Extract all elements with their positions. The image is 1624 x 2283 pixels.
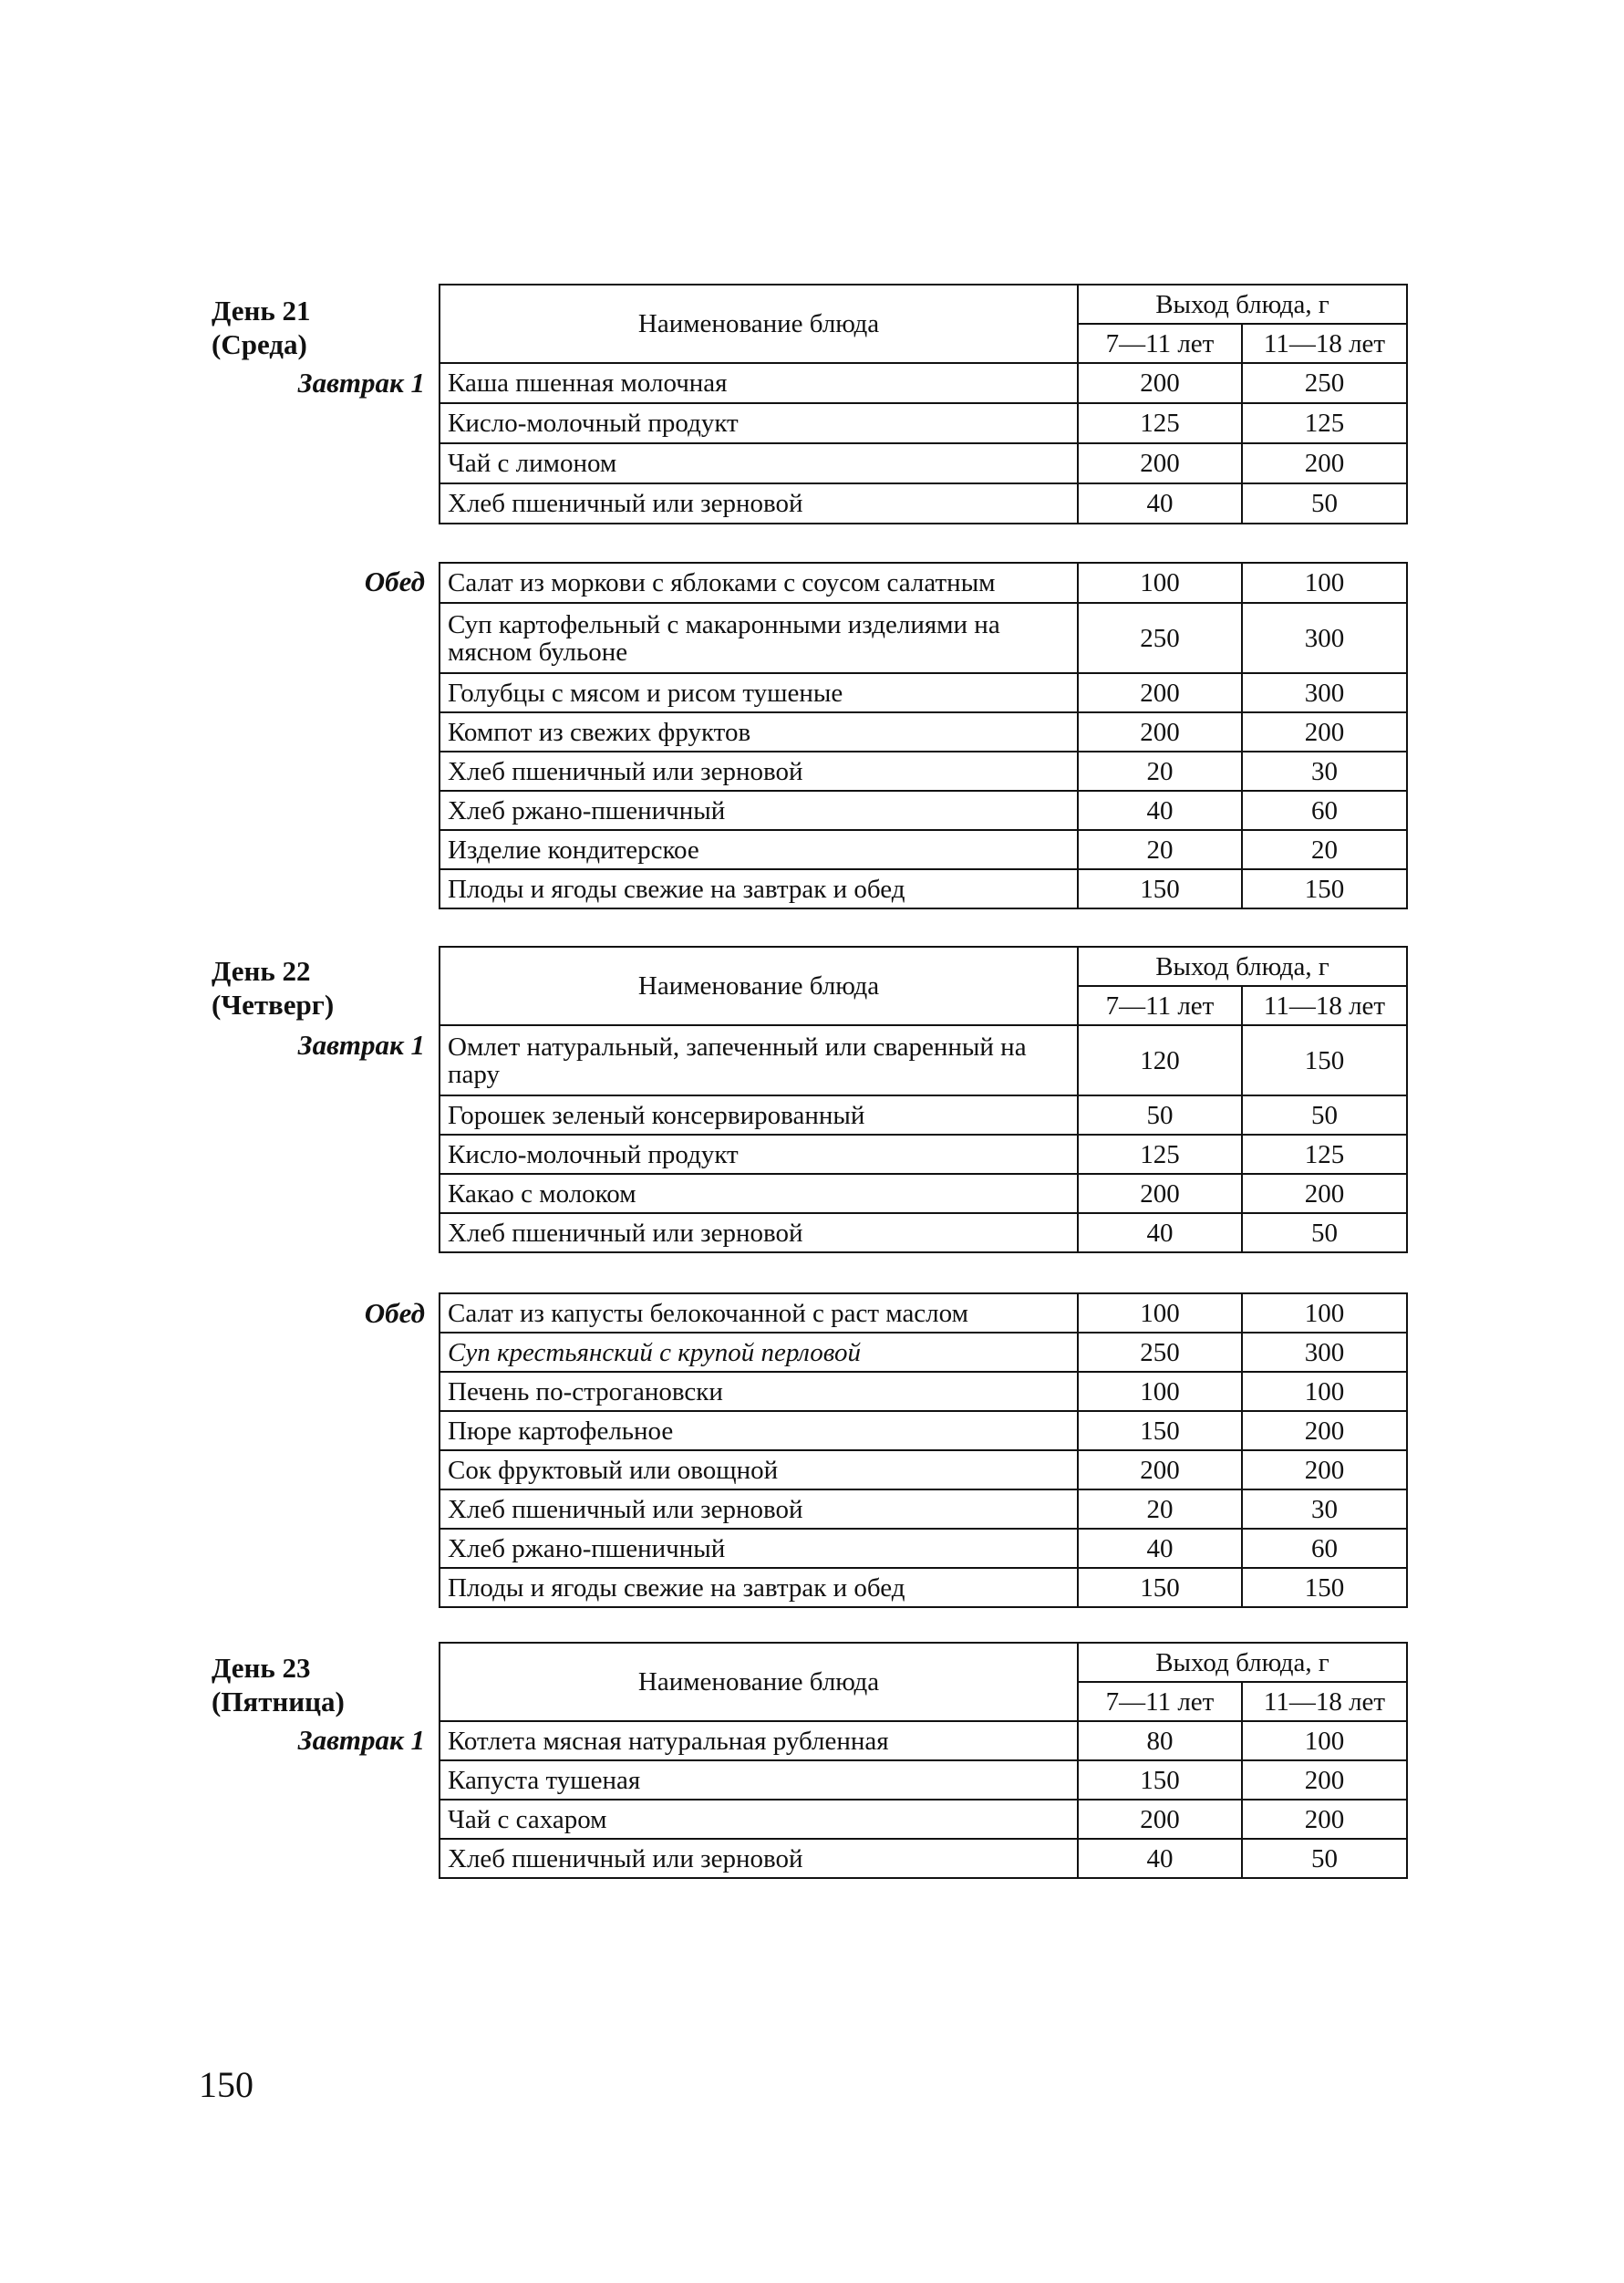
yield-7-11: 200 [1078,1800,1242,1839]
day-label [212,1651,345,1718]
yield-11-18: 100 [1242,1721,1407,1760]
weekday: (Среда) [212,328,307,360]
yield-11-18: 100 [1242,1293,1407,1333]
table-row [440,1760,1407,1800]
column-header-dish: Наименование блюда [440,947,1078,1025]
column-header-yield: Выход блюда, г [1078,285,1407,324]
yield-7-11: 200 [1078,1450,1242,1489]
table-row [440,1721,1407,1760]
table-row [440,1135,1407,1174]
yield-7-11: 150 [1078,1411,1242,1450]
table-row [440,1025,1407,1095]
menu-table-day21-breakfast [439,284,1408,524]
column-header-age-7-11: 7—11 лет [1078,1682,1242,1721]
table-row [440,830,1407,869]
yield-7-11: 40 [1078,791,1242,830]
dish-name: Салат из капусты белокочанной с раст маслом [440,1293,1078,1333]
yield-11-18: 100 [1242,563,1407,603]
meal-label-breakfast: Завтрак 1 [297,1029,425,1061]
column-header-dish: Наименование блюда [440,285,1078,363]
day-number: День 22 [212,955,311,987]
yield-11-18: 300 [1242,673,1407,712]
dish-name: Плоды и ягоды свежие на завтрак и обед [440,869,1078,908]
meal-label-lunch: Обед [364,566,425,597]
dish-name: Пюре картофельное [440,1411,1078,1450]
yield-7-11: 20 [1078,752,1242,791]
column-header-age-7-11: 7—11 лет [1078,986,1242,1025]
day-label [212,294,310,361]
dish-name: Плоды и ягоды свежие на завтрак и обед [440,1568,1078,1607]
dish-name: Суп крестьянский с крупой перловой [440,1333,1078,1372]
yield-11-18: 200 [1242,443,1407,483]
dish-name: Хлеб пшеничный или зерновой [440,752,1078,791]
yield-7-11: 20 [1078,830,1242,869]
menu-table-day22-lunch [439,1292,1408,1608]
table-row [440,1095,1407,1135]
yield-7-11: 40 [1078,1529,1242,1568]
table-row [440,1213,1407,1252]
yield-11-18: 125 [1242,403,1407,443]
yield-11-18: 50 [1242,1095,1407,1135]
yield-7-11: 125 [1078,403,1242,443]
yield-11-18: 200 [1242,712,1407,752]
yield-7-11: 100 [1078,1293,1242,1333]
weekday: (Четверг) [212,989,335,1021]
table-row [440,563,1407,603]
yield-11-18: 60 [1242,1529,1407,1568]
yield-11-18: 20 [1242,830,1407,869]
dish-name: Омлет натуральный, запеченный или сваренный на пару [440,1025,1078,1095]
day-number: День 23 [212,1652,311,1684]
yield-7-11: 50 [1078,1095,1242,1135]
table-row [440,603,1407,673]
dish-name: Компот из свежих фруктов [440,712,1078,752]
dish-name: Хлеб ржано-пшеничный [440,791,1078,830]
table-row [440,712,1407,752]
yield-7-11: 40 [1078,1839,1242,1878]
dish-name: Суп картофельный с макаронными изделиями на мясном бульоне [440,603,1078,673]
table-row [440,1450,1407,1489]
table-row [440,363,1407,403]
yield-7-11: 200 [1078,712,1242,752]
table-row [440,1411,1407,1450]
table-row [440,1529,1407,1568]
yield-7-11: 200 [1078,363,1242,403]
yield-7-11: 150 [1078,1760,1242,1800]
menu-table-day23-breakfast [439,1642,1408,1879]
table-row [440,483,1407,524]
dish-name: Чай с лимоном [440,443,1078,483]
yield-7-11: 150 [1078,1568,1242,1607]
table-row [440,869,1407,908]
yield-7-11: 250 [1078,1333,1242,1372]
yield-7-11: 200 [1078,443,1242,483]
yield-7-11: 150 [1078,869,1242,908]
dish-name: Сок фруктовый или овощной [440,1450,1078,1489]
table-row [440,1372,1407,1411]
table-row [440,443,1407,483]
yield-11-18: 200 [1242,1760,1407,1800]
yield-11-18: 100 [1242,1372,1407,1411]
dish-name: Хлеб ржано-пшеничный [440,1529,1078,1568]
table-row [440,1293,1407,1333]
column-header-age-11-18: 11—18 лет [1242,986,1407,1025]
dish-name: Салат из моркови с яблоками с соусом салатным [440,563,1078,603]
yield-11-18: 60 [1242,791,1407,830]
yield-7-11: 40 [1078,1213,1242,1252]
yield-7-11: 200 [1078,1174,1242,1213]
yield-7-11: 125 [1078,1135,1242,1174]
yield-11-18: 200 [1242,1411,1407,1450]
dish-name: Хлеб пшеничный или зерновой [440,1213,1078,1252]
menu-table-day21-lunch [439,562,1408,909]
yield-7-11: 80 [1078,1721,1242,1760]
weekday: (Пятница) [212,1686,345,1717]
column-header-age-11-18: 11—18 лет [1242,324,1407,363]
table-row [440,1568,1407,1607]
yield-11-18: 50 [1242,1213,1407,1252]
day-label [212,954,334,1022]
yield-11-18: 250 [1242,363,1407,403]
yield-7-11: 250 [1078,603,1242,673]
dish-name: Какао с молоком [440,1174,1078,1213]
meal-label-breakfast: Завтрак 1 [297,1724,425,1756]
dish-name: Печень по-строгановски [440,1372,1078,1411]
yield-11-18: 300 [1242,603,1407,673]
table-row [440,1333,1407,1372]
meal-label-lunch: Обед [364,1297,425,1329]
table-row [440,1800,1407,1839]
table-row [440,791,1407,830]
dish-name: Хлеб пшеничный или зерновой [440,1489,1078,1529]
yield-11-18: 50 [1242,1839,1407,1878]
yield-7-11: 20 [1078,1489,1242,1529]
page-number: 150 [199,2064,253,2105]
dish-name: Изделие кондитерское [440,830,1078,869]
dish-name: Чай с сахаром [440,1800,1078,1839]
dish-name: Кисло-молочный продукт [440,1135,1078,1174]
column-header-age-11-18: 11—18 лет [1242,1682,1407,1721]
dish-name: Хлеб пшеничный или зерновой [440,1839,1078,1878]
column-header-yield: Выход блюда, г [1078,1643,1407,1682]
dish-name: Хлеб пшеничный или зерновой [440,483,1078,524]
dish-name: Горошек зеленый консервированный [440,1095,1078,1135]
yield-11-18: 200 [1242,1450,1407,1489]
dish-name: Капуста тушеная [440,1760,1078,1800]
yield-7-11: 100 [1078,563,1242,603]
yield-11-18: 30 [1242,752,1407,791]
dish-name: Котлета мясная натуральная рубленная [440,1721,1078,1760]
dish-name: Голубцы с мясом и рисом тушеные [440,673,1078,712]
table-row [440,1839,1407,1878]
yield-11-18: 150 [1242,869,1407,908]
yield-11-18: 200 [1242,1800,1407,1839]
yield-11-18: 125 [1242,1135,1407,1174]
table-row [440,1174,1407,1213]
yield-7-11: 40 [1078,483,1242,524]
yield-7-11: 200 [1078,673,1242,712]
day-number: День 21 [212,295,311,327]
yield-11-18: 200 [1242,1174,1407,1213]
yield-7-11: 120 [1078,1025,1242,1095]
table-row [440,403,1407,443]
dish-name: Каша пшенная молочная [440,363,1078,403]
dish-name: Кисло-молочный продукт [440,403,1078,443]
column-header-dish: Наименование блюда [440,1643,1078,1721]
yield-11-18: 150 [1242,1568,1407,1607]
table-row [440,673,1407,712]
table-row [440,1489,1407,1529]
yield-11-18: 150 [1242,1025,1407,1095]
yield-11-18: 300 [1242,1333,1407,1372]
meal-label-breakfast: Завтрак 1 [297,367,425,399]
yield-11-18: 30 [1242,1489,1407,1529]
yield-7-11: 100 [1078,1372,1242,1411]
table-row [440,752,1407,791]
yield-11-18: 50 [1242,483,1407,524]
column-header-age-7-11: 7—11 лет [1078,324,1242,363]
menu-table-day22-breakfast [439,946,1408,1253]
column-header-yield: Выход блюда, г [1078,947,1407,986]
